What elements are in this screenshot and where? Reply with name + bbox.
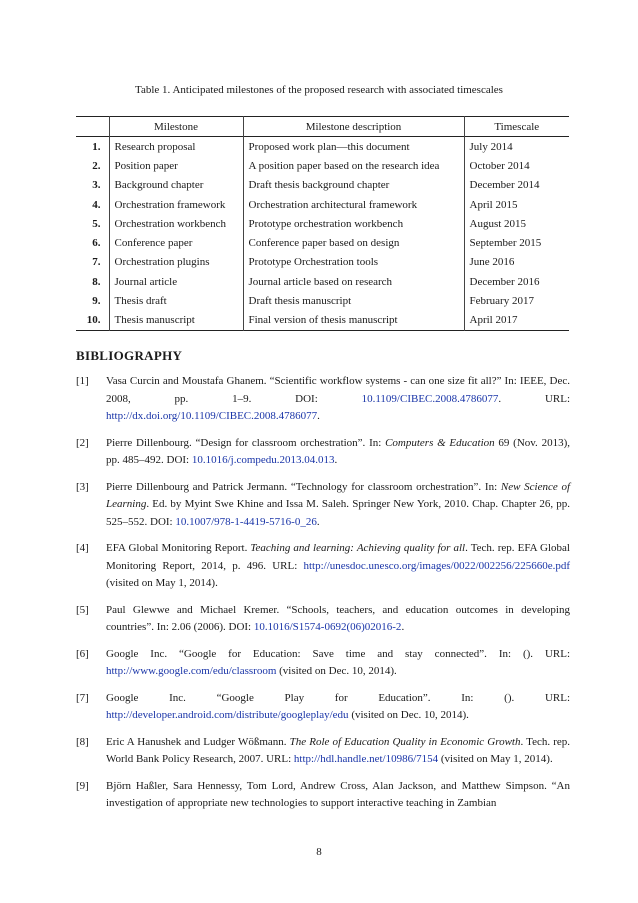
entry-title: The Role of Education Quality in Economic Growth bbox=[289, 735, 521, 748]
entry-text-span: . URL: bbox=[498, 392, 571, 405]
entry-text-span: EFA Global Monitoring Report. bbox=[106, 542, 251, 554]
entry-text-span: Pierre Dillenbourg and Patrick Jermann. “Technology for classroom orchestration”. In: bbox=[106, 480, 501, 493]
row-number: 1. bbox=[92, 140, 101, 153]
row-description: Draft thesis background chapter bbox=[243, 176, 464, 195]
bibliography-entry bbox=[76, 540, 570, 593]
row-description: Prototype orchestration workbench bbox=[243, 214, 464, 233]
entry-text bbox=[106, 734, 570, 769]
row-description: Final version of thesis manuscript bbox=[243, 311, 464, 331]
entry-link[interactable]: 10.1016/j.compedu.2013.04.013 bbox=[191, 454, 335, 466]
row-milestone: Orchestration framework bbox=[109, 195, 243, 214]
entry-link[interactable]: http://dx.doi.org/10.1109/CIBEC.2008.4786077 bbox=[106, 410, 318, 422]
entry-text-span: Eric A Hanushek and Ludger Wößmann. bbox=[106, 735, 290, 748]
entry-label: [3] bbox=[76, 480, 89, 493]
bibliography-entry bbox=[76, 734, 570, 769]
row-timescale: December 2016 bbox=[464, 272, 569, 291]
entry-link[interactable]: http://www.google.com/edu/classroom bbox=[106, 665, 277, 677]
row-description: Prototype Orchestration tools bbox=[243, 253, 464, 272]
entry-label: [2] bbox=[76, 436, 89, 449]
table-row bbox=[76, 272, 569, 291]
entry-text-span: Google Inc. “Google for Education: Save time and stay connected”. In: (). URL: bbox=[106, 647, 570, 660]
entry-text-span: . bbox=[401, 621, 405, 633]
entry-text-span: Vasa Curcin and Moustafa Ghanem. “Scientific workflow systems - can one size fit all?” In: IEEE, Dec. 2008, pp. 1–9. DOI: bbox=[106, 375, 570, 405]
bibliography-entry bbox=[76, 646, 570, 681]
entry-link[interactable]: http://developer.android.com/distribute/googleplay/edu bbox=[106, 709, 349, 721]
row-timescale: December 2014 bbox=[464, 176, 569, 195]
header-description: Milestone description bbox=[243, 117, 464, 137]
row-number: 6. bbox=[92, 237, 101, 250]
row-timescale: April 2015 bbox=[464, 195, 569, 214]
row-description: Draft thesis manuscript bbox=[243, 291, 464, 310]
entry-text-span: Paul Glewwe and Michael Kremer. “Schools, teachers, and education outcomes in developing countries”. In: 2.06 (2006). DOI: bbox=[106, 603, 570, 633]
row-description: Proposed work plan—this document bbox=[243, 137, 464, 157]
entry-title: Computers & Education bbox=[385, 436, 495, 449]
page-number: 8 bbox=[316, 846, 322, 858]
row-timescale: July 2014 bbox=[464, 137, 569, 157]
entry-text bbox=[106, 602, 570, 637]
entry-text-span: (visited on May 1, 2014). bbox=[438, 753, 553, 765]
entry-title: New Science of Learning bbox=[106, 480, 570, 510]
row-milestone: Background chapter bbox=[109, 176, 243, 195]
entry-label: [6] bbox=[76, 647, 89, 660]
entry-text-span: (visited on Dec. 10, 2014). bbox=[348, 709, 469, 721]
entry-text-span: Google Inc. “Google Play for Education”. In: (). URL: bbox=[106, 691, 570, 704]
entry-text-span: Pierre Dillenbourg. “Design for classroom orchestration”. In: bbox=[106, 436, 386, 449]
entry-text bbox=[106, 646, 570, 681]
table-row bbox=[76, 311, 569, 331]
entry-link[interactable]: 10.1109/CIBEC.2008.4786077 bbox=[361, 392, 499, 405]
entry-text-span: Björn Haßler, Sara Hennessy, Tom Lord, Andrew Cross, Alan Jackson, and Matthew Simpson. “An investigation of appropriate new technologies to support interactive teaching in Zambian bbox=[106, 779, 570, 809]
bibliography-list bbox=[76, 373, 570, 822]
row-number: 3. bbox=[92, 179, 101, 192]
entry-text-span: . Tech. rep. EFA Global Monitoring Report, 2014, p. 496. URL: bbox=[106, 542, 570, 572]
entry-text-span: . Ed. by Myint Swe Khine and Issa M. Saleh. Springer New York, 2010. Chap. Chapter 26, pp. 525–552. DOI: bbox=[106, 498, 570, 528]
entry-label: [4] bbox=[76, 542, 89, 554]
entry-text bbox=[106, 778, 570, 813]
row-number: 8. bbox=[92, 275, 101, 288]
table-row bbox=[76, 291, 569, 310]
table-row bbox=[76, 233, 569, 252]
row-milestone: Thesis manuscript bbox=[109, 311, 243, 331]
row-timescale: February 2017 bbox=[464, 291, 569, 310]
row-milestone: Orchestration workbench bbox=[109, 214, 243, 233]
table-header-row bbox=[76, 117, 569, 137]
entry-text bbox=[106, 479, 570, 532]
row-milestone: Journal article bbox=[109, 272, 243, 291]
row-number: 4. bbox=[92, 198, 101, 211]
entry-text-span: . bbox=[317, 410, 320, 422]
row-number: 10. bbox=[86, 314, 101, 327]
row-description: Conference paper based on design bbox=[243, 233, 464, 252]
entry-label: [8] bbox=[76, 735, 89, 748]
row-timescale: April 2017 bbox=[464, 311, 569, 331]
bibliography-heading: BIBLIOGRAPHY bbox=[76, 348, 183, 363]
row-milestone: Thesis draft bbox=[109, 291, 243, 310]
entry-text-span: . bbox=[334, 454, 338, 466]
entry-text-span: . Tech. rep. World Bank Policy Research, 2007. URL: bbox=[106, 735, 571, 765]
table-row bbox=[76, 253, 569, 272]
bibliography-entry bbox=[76, 690, 570, 725]
row-number: 5. bbox=[92, 217, 101, 230]
row-milestone: Research proposal bbox=[109, 137, 243, 157]
entry-label: [9] bbox=[76, 779, 89, 792]
bibliography-entry bbox=[76, 479, 570, 532]
row-timescale: June 2016 bbox=[464, 253, 569, 272]
entry-link[interactable]: 10.1007/978-1-4419-5716-0_26 bbox=[175, 515, 317, 528]
row-milestone: Conference paper bbox=[109, 233, 243, 252]
entry-link[interactable]: http://unesdoc.unesco.org/images/0022/002256/225660e.pdf bbox=[303, 559, 570, 572]
bibliography-entry bbox=[76, 778, 570, 813]
bibliography-entry bbox=[76, 435, 570, 470]
bibliography-entry bbox=[76, 602, 570, 637]
row-description: A position paper based on the research idea bbox=[243, 156, 464, 175]
entry-label: [5] bbox=[76, 603, 89, 616]
row-timescale: August 2015 bbox=[464, 214, 569, 233]
row-number: 2. bbox=[92, 159, 101, 172]
entry-text bbox=[106, 540, 570, 593]
table-row bbox=[76, 137, 569, 157]
entry-link[interactable]: http://hdl.handle.net/10986/7154 bbox=[293, 753, 439, 765]
milestones-table bbox=[76, 116, 569, 331]
header-timescale: Timescale bbox=[464, 117, 569, 137]
row-milestone: Orchestration plugins bbox=[109, 253, 243, 272]
table-row bbox=[76, 214, 569, 233]
entry-text-span: . bbox=[316, 515, 320, 528]
entry-text bbox=[106, 373, 570, 426]
row-timescale: September 2015 bbox=[464, 233, 569, 252]
row-description: Orchestration architectural framework bbox=[243, 195, 464, 214]
entry-text bbox=[106, 435, 570, 470]
row-milestone: Position paper bbox=[109, 156, 243, 175]
entry-text-span: 69 (Nov. 2013), pp. 485–492. DOI: bbox=[106, 436, 570, 466]
header-number bbox=[76, 117, 109, 137]
entry-label: [1] bbox=[76, 375, 89, 387]
row-number: 9. bbox=[92, 295, 101, 308]
table-row bbox=[76, 176, 569, 195]
row-description: Journal article based on research bbox=[243, 272, 464, 291]
row-timescale: October 2014 bbox=[464, 156, 569, 175]
entry-text-span: (visited on May 1, 2014). bbox=[106, 577, 218, 589]
bibliography-entry bbox=[76, 373, 570, 426]
table-caption: Table 1. Anticipated milestones of the proposed research with associated timescales bbox=[135, 84, 503, 96]
entry-text bbox=[106, 690, 570, 725]
table-row bbox=[76, 156, 569, 175]
entry-title: Teaching and learning: Achieving quality for all bbox=[250, 542, 466, 554]
entry-label: [7] bbox=[76, 691, 89, 704]
row-number: 7. bbox=[92, 256, 101, 269]
table-row bbox=[76, 195, 569, 214]
entry-text-span: (visited on Dec. 10, 2014). bbox=[276, 665, 397, 677]
header-milestone: Milestone bbox=[109, 117, 243, 137]
entry-link[interactable]: 10.1016/S1574-0692(06)02016-2 bbox=[253, 621, 402, 633]
